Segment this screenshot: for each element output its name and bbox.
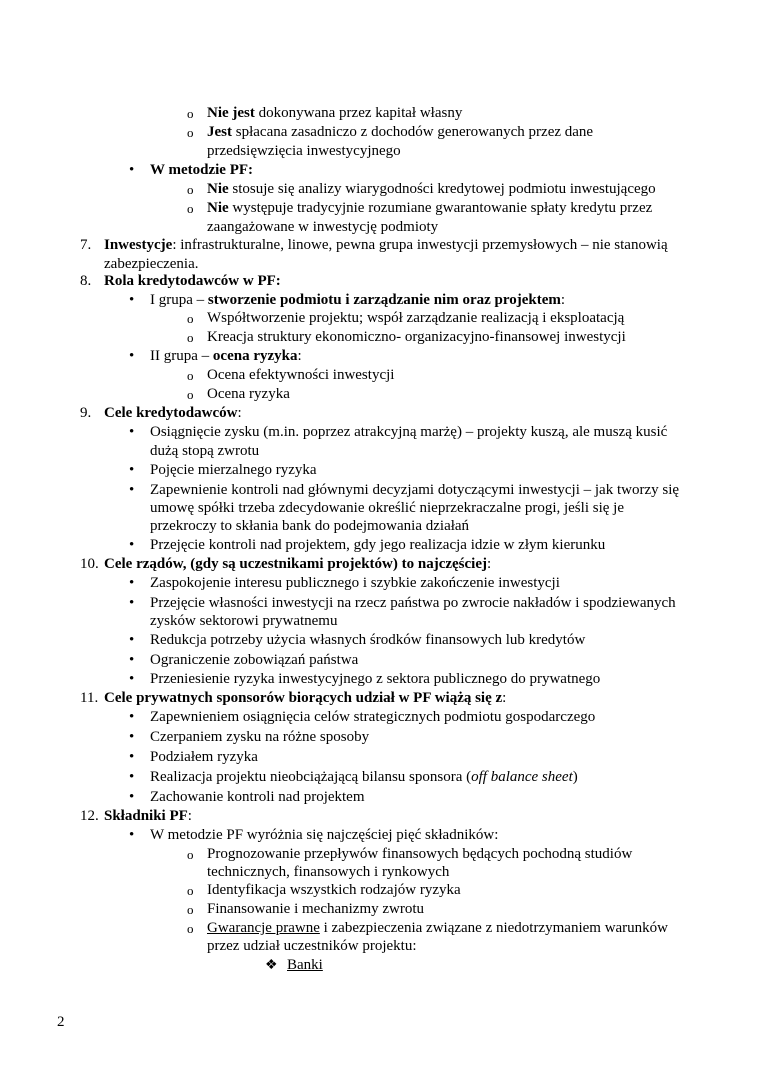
list-item: I grupa – stworzenie podmiotu i zarządzanie nim oraz projektem:	[150, 292, 566, 308]
circle-bullet-icon: o	[187, 368, 194, 383]
list-item: Jest spłacana zasadniczo z dochodów generowanych przez dane	[207, 124, 594, 140]
list-item-continuation: przekroczy to skłania bank do podejmowania działań	[150, 518, 470, 534]
list-item: Przejęcie kontroli nad projektem, gdy jego realizacja idzie w złym kierunku	[150, 537, 606, 553]
circle-bullet-icon: o	[187, 387, 194, 402]
circle-bullet-icon: o	[187, 330, 194, 345]
list-item: Ocena ryzyka	[207, 386, 290, 402]
bullet-icon: •	[129, 162, 135, 178]
list-item-continuation: technicznych, finansowych i rynkowych	[207, 864, 450, 880]
list-item: Kreacja struktury ekonomiczno- organizacyjno-finansowej inwestycji	[207, 329, 626, 345]
bullet-icon: •	[129, 749, 135, 765]
list-item: Przeniesienie ryzyka inwestycyjnego z sektora publicznego do prywatnego	[150, 671, 601, 687]
list-item: Prognozowanie przepływów finansowych będących pochodną studiów	[207, 846, 633, 862]
section-number: 12.	[80, 808, 99, 824]
list-item: Zapewnienie kontroli nad głównymi decyzjami dotyczącymi inwestycji – jak tworzy się	[150, 482, 680, 498]
circle-bullet-icon: o	[187, 883, 194, 898]
list-item: Współtworzenie projektu; współ zarządzanie realizacją i eksploatacją	[207, 310, 625, 326]
bullet-icon: •	[129, 424, 135, 440]
list-item: Finansowanie i mechanizmy zwrotu	[207, 901, 425, 917]
bullet-icon: •	[129, 575, 135, 591]
list-item-continuation: przez udział uczestników projektu:	[207, 938, 417, 954]
bullet-icon: •	[129, 709, 135, 725]
list-item-continuation: zysków sektorowi prywatnemu	[150, 613, 338, 629]
list-item: Zachowanie kontroli nad projektem	[150, 789, 365, 805]
list-item: Osiągnięcie zysku (m.in. poprzez atrakcyjną marżę) – projekty kuszą, ale muszą kusić	[150, 424, 668, 440]
circle-bullet-icon: o	[187, 311, 194, 326]
section-number: 11.	[80, 690, 99, 706]
list-item: Gwarancje prawne i zabezpieczenia związane z niedotrzymaniem warunków	[207, 920, 669, 936]
section-heading: Cele prywatnych sponsorów biorących udział w PF wiążą się z:	[104, 690, 507, 706]
bullet-icon: •	[129, 729, 135, 745]
circle-bullet-icon: o	[187, 106, 194, 121]
bullet-icon: •	[129, 652, 135, 668]
list-item: Zapewnieniem osiągnięcia celów strategicznych podmiotu gospodarczego	[150, 709, 596, 725]
list-item: Nie występuje tradycyjnie rozumiane gwarantowanie spłaty kredytu przez	[207, 200, 653, 216]
section-heading: Cele kredytodawców:	[104, 405, 242, 421]
bullet-icon: •	[129, 482, 135, 498]
circle-bullet-icon: o	[187, 182, 194, 197]
section-heading: Cele rządów, (gdy są uczestnikami projektów) to najczęściej:	[104, 556, 492, 572]
bullet-icon: •	[129, 632, 135, 648]
circle-bullet-icon: o	[187, 902, 194, 917]
list-item: Czerpaniem zysku na różne sposoby	[150, 729, 370, 745]
section-heading: Rola kredytodawców w PF:	[104, 273, 281, 289]
section-number: 10.	[80, 556, 99, 572]
section-heading: Składniki PF:	[104, 808, 192, 824]
section-heading: Inwestycje: infrastrukturalne, linowe, pewna grupa inwestycji przemysłowych – nie stanowią	[104, 237, 668, 253]
list-item: Przejęcie własności inwestycji na rzecz państwa po zwrocie nakładów i spodziewanych	[150, 595, 676, 611]
circle-bullet-icon: o	[187, 921, 194, 936]
list-item: Banki	[287, 957, 323, 973]
bullet-icon: •	[129, 671, 135, 687]
list-item-continuation: umowę spółki trzeba zdecydowanie określić nieprzekraczalne progi, jeśli się je	[150, 500, 624, 516]
bullet-icon: •	[129, 537, 135, 553]
bullet-icon: •	[129, 348, 135, 364]
circle-bullet-icon: o	[187, 125, 194, 140]
list-item-continuation: przedsięwzięcia inwestycyjnego	[207, 143, 401, 159]
section-number: 7.	[80, 237, 92, 253]
bullet-icon: •	[129, 769, 135, 785]
list-item-continuation: zaangażowane w inwestycję podmioty	[207, 219, 439, 235]
list-item: Podziałem ryzyka	[150, 749, 258, 765]
list-item: Zaspokojenie interesu publicznego i szybkie zakończenie inwestycji	[150, 575, 560, 591]
list-item: Nie jest dokonywana przez kapitał własny	[207, 105, 463, 121]
list-item: Realizacja projektu nieobciążającą bilansu sponsora (off balance sheet)	[150, 769, 578, 785]
page-number: 2	[57, 1014, 65, 1030]
section-number: 9.	[80, 405, 92, 421]
list-item-continuation: dużą stopą zwrotu	[150, 443, 260, 459]
bullet-icon: •	[129, 595, 135, 611]
bullet-icon: •	[129, 292, 135, 308]
list-item: W metodzie PF wyróżnia się najczęściej pięć składników:	[150, 827, 499, 843]
list-item: Ocena efektywności inwestycji	[207, 367, 395, 383]
list-item: Ograniczenie zobowiązań państwa	[150, 652, 359, 668]
section-continuation: zabezpieczenia.	[104, 256, 199, 272]
bullet-icon: •	[129, 789, 135, 805]
list-item: Redukcja potrzeby użycia własnych środków finansowych lub kredytów	[150, 632, 586, 648]
section-number: 8.	[80, 273, 92, 289]
list-item: Pojęcie mierzalnego ryzyka	[150, 462, 317, 478]
list-heading: W metodzie PF:	[150, 162, 254, 178]
diamond-bullet-icon: ❖	[265, 958, 278, 973]
list-item: Identyfikacja wszystkich rodzajów ryzyka	[207, 882, 461, 898]
list-item: Nie stosuje się analizy wiarygodności kredytowej podmiotu inwestującego	[207, 181, 656, 197]
bullet-icon: •	[129, 462, 135, 478]
circle-bullet-icon: o	[187, 201, 194, 216]
bullet-icon: •	[129, 827, 135, 843]
circle-bullet-icon: o	[187, 847, 194, 862]
list-item: II grupa – ocena ryzyka:	[150, 348, 302, 364]
